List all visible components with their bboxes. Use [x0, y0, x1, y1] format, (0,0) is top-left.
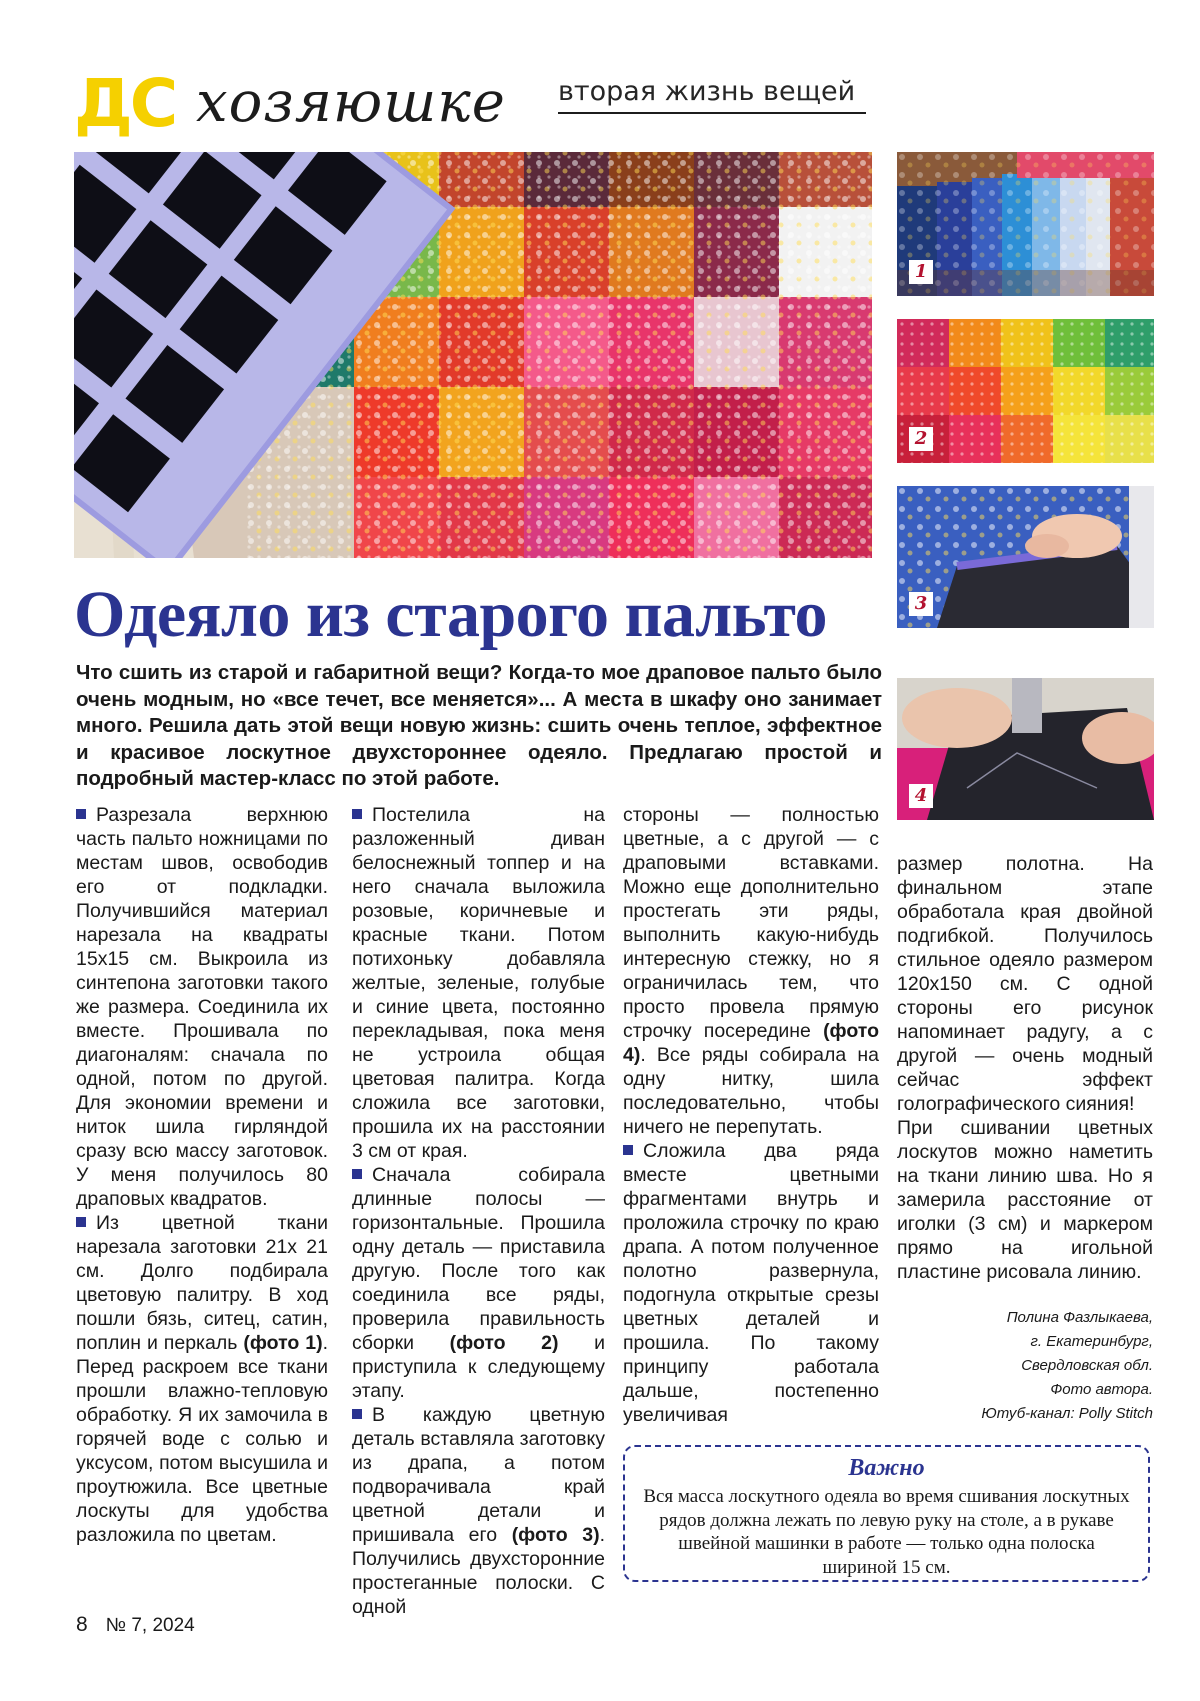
photo-number-3: 3	[909, 592, 933, 616]
author-region: Свердловская обл.	[1021, 1357, 1153, 1374]
paragraph: При сшивании цветных лоскутов можно наметить на ткани линию шва. Но я замерила расстояние от иголки (3 см) и маркером прямо на игольной пластине рисовала линию.	[897, 1117, 1153, 1283]
side-photo-4	[897, 678, 1154, 820]
fabric-stack-image	[897, 152, 1154, 296]
paragraph-text: Из цветной ткани нарезала заготовки 21x 21 см. Долго подбирала цветовую палитру. В ход пошли бязь, ситец, сатин, поплин и перкаль	[76, 1212, 328, 1354]
bullet-square-icon	[623, 1145, 633, 1155]
text-column-4	[897, 852, 1153, 1284]
youtube-channel: Ютуб-канал: Polly Stitch	[981, 1405, 1153, 1422]
article-lede: Что сшить из старой и габаритной вещи? Когда-то мое драповое пальто было очень модным, но «все течет, все меняется»... А места в шкафу оно занимает много. Решила дать этой вещи новую жизнь: сшить очень теплое, эффектное и красивое лоскутное двухстороннее одеяло. Предлагаю простой и подробный мастер-класс по этой работе.	[76, 661, 882, 790]
sewing-strip-image	[897, 486, 1154, 628]
photo-credit: Фото автора.	[1050, 1381, 1153, 1398]
paragraph-text: Сложила два ряда вместе цветными фрагментами внутрь и проложила строчку по краю драпа. А потом полученное полотно развернула, подогнула открытые срезы цветных деталей и прошила. По такому принципу работала дальше, постепенно увеличивая	[623, 1140, 879, 1426]
text-column-2	[352, 803, 605, 1619]
logo-word: хозяюшке	[196, 70, 506, 135]
paragraph-text: и приступила к следующему этапу.	[352, 1332, 606, 1402]
important-note-box	[623, 1445, 1150, 1582]
side-photo-1	[897, 152, 1154, 296]
paragraph	[352, 803, 605, 1163]
side-photo-3	[897, 486, 1154, 628]
paragraph-text: Разрезала верхнюю часть пальто ножницами по местам швов, освободив его от подкладки. Получившийся материал нарезала на квадраты 15x15 см. Выкроила из синтепона заготовки такого же размера. Соединила их вместе. Прошивала по диагоналям: сначала по одной, потом по другой. Для экономии времени и ниток шила гирляндой сразу всю массу заготовок. У меня получилось 80 драповых квадратов.	[76, 804, 328, 1210]
paragraph	[623, 803, 879, 1139]
text-column-1	[76, 803, 328, 1547]
bullet-square-icon	[352, 809, 362, 819]
issue-number: № 7, 2024	[105, 1615, 195, 1636]
bullet-square-icon	[76, 1217, 86, 1227]
machine-stitching-image	[897, 678, 1154, 820]
paragraph-text: В каждую цветную деталь вставляла заготовку из драпа, а потом подворачивала край цветной детали и пришивала его	[352, 1404, 605, 1546]
paragraph	[623, 1139, 879, 1427]
note-text: Вся масса лоскутного одеяла во время сшивания лоскутных рядов должна лежать по левую руку на столе, а в рукаве швейной машинки в работе — только одна полоска шириной 15 см.	[643, 1486, 1130, 1578]
section-subtitle: вторая жизнь вещей	[558, 76, 856, 107]
paragraph	[352, 1403, 605, 1619]
bullet-square-icon	[76, 809, 86, 819]
photo-reference: (фото 2)	[449, 1332, 559, 1354]
subtitle-rule	[558, 112, 866, 114]
paragraph-text: . Получились двухсторонние простеганные полоски. С одной	[352, 1524, 606, 1618]
paragraph-text: стороны — полностью цветные, а с другой — с драповыми вставками. Можно еще дополнительно простегать эти ряды, выполнить какую-нибудь интересную стежку, но я ограничилась тем, что просто провела прямую строчку посередине	[623, 804, 879, 1042]
paragraph-text: Постелила на разложенный диван белоснежный топпер и на него сначала выложила розовые, коричневые и красные ткани. Потом потихоньку добавляла желтые, зеленые, голубые и синие цвета, постоянно перекладывая, пока меня не устроила общая цветовая палитра. Когда сложила все заготовки, прошила их на расстоянии 3 см от края.	[352, 804, 605, 1162]
text-column-3	[623, 803, 879, 1427]
note-title: Важно	[848, 1455, 925, 1481]
photo-reference: (фото 4)	[623, 1020, 879, 1066]
bullet-square-icon	[352, 1169, 362, 1179]
laid-out-squares-image	[897, 319, 1154, 463]
article-title: Одеяло из старого пальто	[74, 578, 828, 651]
photo-number-1: 1	[909, 260, 933, 284]
photo-number-4: 4	[909, 784, 933, 808]
paragraph-text: . Перед раскроем все ткани прошли влажно-тепловую обработку. Я их замочила в горячей воде с солью и уксусом, потом высушила и проутюжила. Все цветные лоскуты для удобства разложила по цветам.	[76, 1332, 329, 1546]
page-number: 8	[76, 1613, 88, 1636]
author-name: Полина Фазлыкаева,	[1006, 1309, 1153, 1326]
paragraph-text: . Все ряды собирала на одну нитку, шила последовательно, чтобы ничего не перепутать.	[623, 1044, 879, 1138]
paragraph	[76, 803, 328, 1211]
page-header	[74, 66, 894, 142]
logo-ds: ДС	[74, 65, 176, 142]
photo-reference: (фото 1)	[243, 1332, 323, 1354]
photo-number-2: 2	[909, 427, 933, 451]
quilt-photo-image	[74, 152, 872, 558]
paragraph-text: Сначала собирала длинные полосы — горизонтальные. Прошила одну деталь — приставила другую. После того как соединила все ряды, проверила правильность сборки	[352, 1164, 605, 1354]
paragraph	[76, 1211, 328, 1547]
paragraph: размер полотна. На финальном этапе обработала края двойной подгибкой. Получилось стильное одеяло размером 120x150 см. С одной стороны его рисунок напоминает радугу, а с другой — очень модный сейчас эффект голографического сияния!	[897, 853, 1153, 1115]
photo-reference: (фото 3)	[511, 1524, 600, 1546]
side-photo-2	[897, 319, 1154, 463]
author-signature	[897, 1306, 1153, 1426]
paragraph	[352, 1163, 605, 1403]
page-footer	[76, 1613, 195, 1637]
author-city: г. Екатеринбург,	[1030, 1333, 1153, 1350]
main-photo	[74, 152, 872, 558]
bullet-square-icon	[352, 1409, 362, 1419]
